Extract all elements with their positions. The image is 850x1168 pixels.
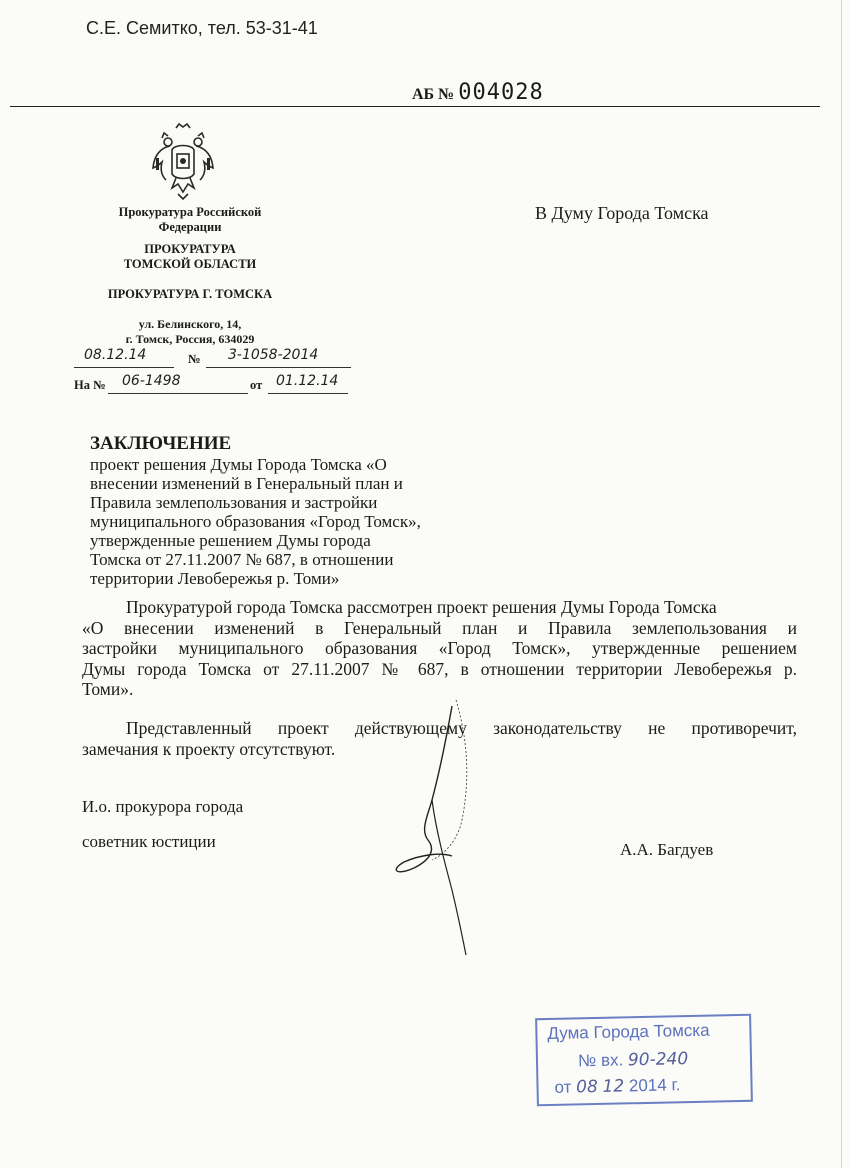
document-title: ЗАКЛЮЧЕНИЕ: [90, 433, 232, 454]
body-line: Думы города Томска от 27.11.2007 № 687, в отношении территории Левобережья р.: [82, 658, 797, 679]
org-regional-line1: ПРОКУРАТУРА: [144, 242, 236, 256]
org-regional-line2: ТОМСКОЙ ОБЛАСТИ: [123, 257, 257, 271]
org-federal-line1: Прокуратура Российской: [118, 205, 262, 219]
registration-stamp: [535, 1014, 753, 1107]
subject-line: Томска от 27.11.2007 № 687, в отношении: [90, 550, 394, 569]
org-address-line2: г. Томск, Россия, 634029: [125, 332, 255, 346]
subject-line: муниципального образования «Город Томск»,: [90, 512, 421, 531]
body-line: замечания к проекту отсутствуют.: [82, 738, 336, 759]
body-line: застройки муниципального образования «Город Томск», утвержденные решением: [82, 638, 797, 658]
signatory-rank: советник юстиции: [82, 832, 216, 851]
org-city: ПРОКУРАТУРА Г. ТОМСКА: [107, 287, 273, 301]
signatory-name: А.А. Багдуев: [620, 840, 714, 859]
body-line: «О внесении изменений в Генеральный план и Правила землепользования и: [82, 617, 797, 638]
subject-line: Правила землепользования и застройки: [90, 493, 378, 512]
incoming-number-label: На №: [74, 378, 106, 392]
subject-line: территории Левобережья р. Томи»: [90, 569, 340, 588]
outgoing-date: 08.12.14: [84, 347, 147, 363]
subject-line: внесении изменений в Генеральный план и: [90, 474, 403, 493]
stamp-day: 08: [575, 1076, 599, 1098]
stamp-number: 90-240: [627, 1049, 689, 1071]
stamp-year: 2014: [628, 1075, 667, 1096]
stamp-date-row: [554, 1075, 680, 1098]
signatory-position: И.о. прокурора города: [82, 797, 244, 816]
contact-line: С.Е. Семитко, тел. 53-31-41: [86, 18, 318, 38]
body-line: Прокуратурой города Томска рассмотрен проект решения Думы Города Томска: [126, 597, 717, 617]
stamp-number-row: [578, 1049, 689, 1071]
recipient: В Думу Города Томска: [535, 203, 709, 223]
incoming-from-label: от: [250, 378, 263, 392]
body-line: Представленный проект действующему законодательству не противоречит,: [126, 718, 797, 738]
subject-line: проект решения Думы Города Томска «О: [90, 455, 387, 474]
outgoing-number: 3-1058-2014: [228, 347, 319, 363]
incoming-date: 01.12.14: [276, 373, 339, 389]
stamp-org: Дума Города Томска: [547, 1020, 710, 1044]
serial-value: 004028: [458, 80, 544, 105]
stamp-from-label: от: [554, 1077, 572, 1097]
stamp-suffix: г.: [671, 1075, 681, 1095]
incoming-number: 06-1498: [122, 373, 181, 389]
org-federal-line2: Федерации: [158, 220, 222, 234]
serial-prefix: АБ №: [412, 86, 455, 103]
org-address-line1: ул. Белинского, 14,: [138, 317, 242, 331]
body-line: Томи».: [82, 679, 134, 699]
stamp-number-label: № вх.: [577, 1050, 624, 1071]
subject-line: утвержденные решением Думы города: [90, 531, 371, 550]
stamp-month: 12: [602, 1076, 625, 1097]
outgoing-number-label: №: [188, 352, 201, 366]
